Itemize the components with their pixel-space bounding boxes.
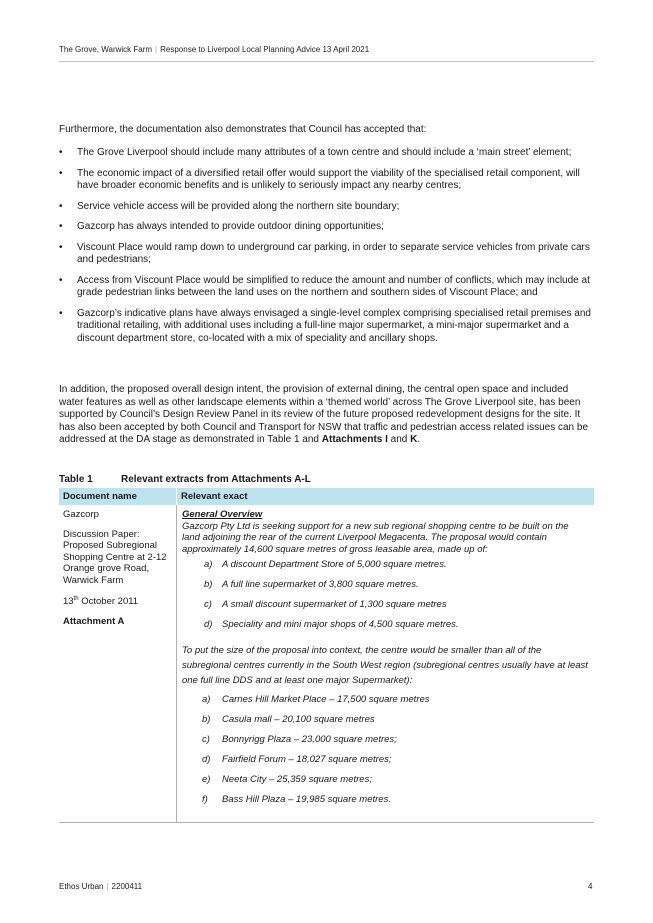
page-footer	[59, 882, 142, 891]
footer-company: Ethos Urban	[59, 882, 104, 891]
header-separator: |	[155, 45, 158, 54]
table-label: Table 1	[59, 474, 93, 485]
footer-ref: 2200411	[111, 882, 143, 891]
list-item: • The Grove Liverpool should include many attributes of a town centre and should include a ‘main street’ element;	[59, 147, 572, 158]
list-item: a) Carnes Hill Market Place – 17,500 square metres	[202, 694, 430, 705]
bullet-list	[59, 147, 595, 353]
attachment-k-ref: K	[410, 434, 418, 445]
extracts-table	[59, 488, 594, 823]
col-header-document: Document name	[59, 488, 177, 505]
list-item: • The economic impact of a diversified retail offer would support the viability of the specialised retail component, will have broader economic benefits and is unlikely to seriously impact any nearby centres;	[59, 167, 580, 191]
bullet-icon: •	[59, 147, 63, 158]
table-row	[59, 505, 594, 822]
list-item: d) Speciality and mini major shops of 4,500 square metres.	[204, 619, 459, 630]
header-rule	[59, 61, 594, 62]
doc-title: Discussion Paper: Proposed Subregional Shopping Centre at 2-12 Orange grove Road, Warwick Farm	[63, 528, 167, 586]
doc-author: Gazcorp	[63, 509, 99, 520]
floorspace-list	[182, 559, 588, 639]
exact-cell	[177, 505, 594, 822]
table-caption-text: Relevant extracts from Attachments A-L	[121, 474, 311, 485]
document-cell	[59, 505, 177, 822]
list-item: • Gazcorp has always intended to provide outdoor dining opportunities;	[59, 221, 384, 232]
list-item: • Access from Viscount Place would be simplified to reduce the amount and number of conflicts, which may include at grade pedestrian links between the land uses on the northern and southern sides of Viscount Place; and	[59, 274, 590, 298]
list-item: f) Bass Hill Plaza – 19,985 square metres.	[202, 794, 391, 805]
footer-separator: |	[106, 882, 109, 891]
page-header	[59, 45, 369, 54]
bullet-icon: •	[59, 274, 63, 286]
bullet-icon: •	[59, 221, 63, 232]
design-paragraph: In addition, the proposed overall design intent, the provision of external dining, the central open space and included water features as well as other landscape elements within a ‘themed world’ across The Grove Liverpool site, has been supported by Council’s Design Review Panel in its review of the future proposed redevelopment designs for the site. It has also been accepted by both Council and Transport for NSW that traffic and pedestrian access related issues can be addressed at the DA stage as demonstrated in Table 1 and Attachments I and K.	[59, 384, 589, 445]
col-header-exact: Relevant exact	[181, 491, 248, 502]
page-number: 4	[588, 882, 593, 891]
attachment-i-ref: Attachments I	[321, 434, 388, 445]
context-text: To put the size of the proposal into context, the centre would be smaller than all of the subregional centres currently in the South West region (subregional centres usually have at least one full line DDS and at least one major Supermarket):	[182, 645, 588, 686]
table-header-row	[59, 488, 594, 505]
list-item: d) Fairfield Forum – 18,027 square metres;	[202, 754, 392, 765]
bullet-icon: •	[59, 241, 63, 253]
list-item: b) A full line supermarket of 3,800 square metres.	[204, 579, 419, 590]
bullet-icon: •	[59, 307, 63, 319]
list-item: • Service vehicle access will be provided along the northern site boundary;	[59, 200, 400, 212]
list-item: a) A discount Department Store of 5,000 square metres.	[204, 559, 447, 570]
list-item: e) Neeta City – 25,359 square metres;	[202, 774, 372, 785]
overview-title: General Overview	[182, 509, 263, 520]
list-item: c) A small discount supermarket of 1,300 square metres	[204, 599, 447, 610]
overview-text: Gazcorp Pty Ltd is seeking support for a new sub regional shopping centre to be built on the land adjoining the rear of the current Liverpool Megacenta. The proposal would contain approximately 14,600 square metres of gross leasable area, made up of:	[182, 520, 569, 555]
list-item: b) Casula mall – 20,100 square metres	[202, 714, 375, 725]
doc-attachment: Attachment A	[63, 615, 125, 627]
centres-list	[182, 694, 588, 814]
list-item: • Viscount Place would ramp down to underground car parking, in order to separate service vehicles from private cars and pedestrians;	[59, 241, 590, 265]
header-project: The Grove, Warwick Farm	[59, 45, 153, 54]
table-caption	[59, 474, 311, 485]
intro-paragraph: Furthermore, the documentation also demonstrates that Council has accepted that:	[59, 124, 427, 135]
bullet-icon: •	[59, 167, 63, 179]
list-item: c) Bonnyrigg Plaza – 23,000 square metres;	[202, 734, 397, 745]
doc-date: 13th October 2011	[63, 596, 139, 608]
header-title: Response to Liverpool Local Planning Advice 13 April 2021	[160, 45, 370, 54]
list-item: • Gazcorp’s indicative plans have always envisaged a single-level complex comprising specialised retail premises and traditional retailing, with additional uses including a full-line major supermarket, a mini-major supermarket and a discount department store, co-located with a mix of speciality and ancillary shops.	[59, 307, 591, 344]
bullet-icon: •	[59, 200, 63, 212]
